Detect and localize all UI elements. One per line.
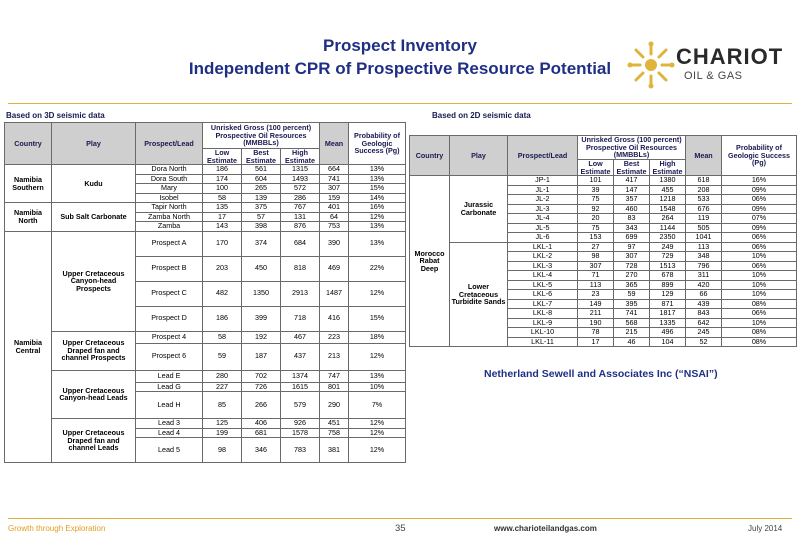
best-estimate: 83: [614, 214, 650, 224]
pg-value: 13%: [349, 231, 406, 256]
high-estimate: 876: [281, 222, 320, 232]
best-estimate: 46: [614, 337, 650, 347]
pg-value: 12%: [349, 419, 406, 429]
best-estimate: 357: [614, 195, 650, 205]
best-estimate: 604: [242, 174, 281, 184]
best-estimate: 728: [614, 261, 650, 271]
pg-value: 13%: [349, 222, 406, 232]
play-cell: Upper Cretaceous Canyon-head Leads: [52, 370, 136, 419]
prospect-name: LKL-7: [508, 299, 578, 309]
high-estimate: 579: [281, 392, 320, 419]
best-estimate: 568: [614, 318, 650, 328]
header-pg: Probability of Geologic Success (Pg): [722, 136, 797, 176]
high-estimate: 783: [281, 438, 320, 463]
high-estimate: 131: [281, 212, 320, 222]
high-estimate: 729: [650, 252, 686, 262]
header-high: High Estimate: [650, 160, 686, 176]
prospect-name: JL-5: [508, 223, 578, 233]
high-estimate: 286: [281, 193, 320, 203]
mean-value: 64: [320, 212, 349, 222]
high-estimate: 249: [650, 242, 686, 252]
prospect-name: Prospect 4: [136, 331, 203, 343]
mean-value: 390: [320, 231, 349, 256]
mean-value: 505: [686, 223, 722, 233]
high-estimate: 1315: [281, 165, 320, 175]
high-estimate: 1144: [650, 223, 686, 233]
low-estimate: 17: [203, 212, 242, 222]
pg-value: 12%: [349, 281, 406, 306]
mean-value: 664: [320, 165, 349, 175]
high-estimate: 1513: [650, 261, 686, 271]
best-estimate: 59: [614, 290, 650, 300]
mean-value: 290: [320, 392, 349, 419]
mean-value: 213: [320, 343, 349, 370]
mean-value: 676: [686, 204, 722, 214]
pg-value: 16%: [722, 176, 797, 186]
table-row: [5, 231, 406, 256]
pg-value: 13%: [349, 370, 406, 382]
pg-value: 12%: [349, 428, 406, 438]
play-cell: Upper Cretaceous Draped fan and channel Prospects: [52, 331, 136, 370]
best-estimate: 699: [614, 233, 650, 243]
low-estimate: 186: [203, 165, 242, 175]
prospect-name: Prospect C: [136, 281, 203, 306]
prospect-name: Lead H: [136, 392, 203, 419]
low-estimate: 190: [578, 318, 614, 328]
best-estimate: 215: [614, 328, 650, 338]
mean-value: 311: [686, 271, 722, 281]
mean-value: 245: [686, 328, 722, 338]
mean-value: 618: [686, 176, 722, 186]
high-estimate: 718: [281, 306, 320, 331]
high-estimate: 455: [650, 185, 686, 195]
prospect-name: JL-2: [508, 195, 578, 205]
header-country: Country: [410, 136, 450, 176]
high-estimate: 129: [650, 290, 686, 300]
high-estimate: 496: [650, 328, 686, 338]
header-mean: Mean: [320, 123, 349, 165]
best-estimate: 57: [242, 212, 281, 222]
header-resource-group: Unrisked Gross (100 percent) Prospective Oil Resources (MMBBLs): [578, 136, 686, 160]
mean-value: 843: [686, 309, 722, 319]
high-estimate: 1817: [650, 309, 686, 319]
pg-value: 10%: [349, 382, 406, 392]
high-estimate: 871: [650, 299, 686, 309]
low-estimate: 59: [203, 343, 242, 370]
pg-value: 14%: [349, 193, 406, 203]
prospect-name: Mary: [136, 184, 203, 194]
best-estimate: 450: [242, 256, 281, 281]
pg-value: 07%: [722, 214, 797, 224]
mean-value: 801: [320, 382, 349, 392]
best-estimate: 374: [242, 231, 281, 256]
pg-value: 10%: [722, 280, 797, 290]
footer-divider: [8, 518, 792, 519]
pg-value: 13%: [349, 174, 406, 184]
high-estimate: 1548: [650, 204, 686, 214]
mean-value: 753: [320, 222, 349, 232]
best-estimate: 97: [614, 242, 650, 252]
logo-wordmark: CHARIOT: [676, 44, 784, 69]
mean-value: 348: [686, 252, 722, 262]
low-estimate: 170: [203, 231, 242, 256]
mean-value: 796: [686, 261, 722, 271]
pg-value: 10%: [722, 271, 797, 281]
prospect-name: Zamba: [136, 222, 203, 232]
mean-value: 307: [320, 184, 349, 194]
best-estimate: 702: [242, 370, 281, 382]
pg-value: 16%: [349, 203, 406, 213]
high-estimate: 818: [281, 256, 320, 281]
best-estimate: 375: [242, 203, 281, 213]
prospect-name: JL-4: [508, 214, 578, 224]
section-label-2d: Based on 2D seismic data: [432, 111, 531, 120]
prospect-name: LKL-5: [508, 280, 578, 290]
prospect-name: JP-1: [508, 176, 578, 186]
best-estimate: 192: [242, 331, 281, 343]
header-best: Best Estimate: [242, 149, 281, 165]
best-estimate: 266: [242, 392, 281, 419]
low-estimate: 23: [578, 290, 614, 300]
play-cell: Sub Salt Carbonate: [52, 203, 136, 232]
prospect-name: JL-6: [508, 233, 578, 243]
low-estimate: 153: [578, 233, 614, 243]
mean-value: 113: [686, 242, 722, 252]
mean-value: 416: [320, 306, 349, 331]
prospect-name: LKL-8: [508, 309, 578, 319]
mean-value: 758: [320, 428, 349, 438]
play-cell: Kudu: [52, 165, 136, 203]
low-estimate: 125: [203, 419, 242, 429]
high-estimate: 1493: [281, 174, 320, 184]
pg-value: 13%: [349, 165, 406, 175]
best-estimate: 139: [242, 193, 281, 203]
low-estimate: 135: [203, 203, 242, 213]
low-estimate: 100: [203, 184, 242, 194]
low-estimate: 39: [578, 185, 614, 195]
best-estimate: 395: [614, 299, 650, 309]
mean-value: 451: [320, 419, 349, 429]
mean-value: 1487: [320, 281, 349, 306]
play-cell: Upper Cretaceous Draped fan and channel Leads: [52, 419, 136, 463]
sunburst-logo-icon: [626, 40, 676, 90]
mean-value: 66: [686, 290, 722, 300]
low-estimate: 58: [203, 331, 242, 343]
prospect-name: JL-3: [508, 204, 578, 214]
low-estimate: 211: [578, 309, 614, 319]
mean-value: 401: [320, 203, 349, 213]
prospect-name: LKL-4: [508, 271, 578, 281]
pg-value: 10%: [722, 290, 797, 300]
prospect-name: Lead 5: [136, 438, 203, 463]
mean-value: 1041: [686, 233, 722, 243]
pg-value: 12%: [349, 343, 406, 370]
pg-value: 06%: [722, 261, 797, 271]
table-row: [5, 165, 406, 175]
high-estimate: 264: [650, 214, 686, 224]
prospect-name: LKL-11: [508, 337, 578, 347]
pg-value: 08%: [722, 299, 797, 309]
best-estimate: 365: [614, 280, 650, 290]
mean-value: 52: [686, 337, 722, 347]
best-estimate: 417: [614, 176, 650, 186]
high-estimate: 1615: [281, 382, 320, 392]
resource-table-2d: [409, 135, 797, 347]
best-estimate: 1350: [242, 281, 281, 306]
low-estimate: 75: [578, 223, 614, 233]
best-estimate: 406: [242, 419, 281, 429]
high-estimate: 1335: [650, 318, 686, 328]
footer-tagline: Growth through Exploration: [8, 524, 106, 533]
section-label-3d: Based on 3D seismic data: [6, 111, 105, 120]
low-estimate: 113: [578, 280, 614, 290]
low-estimate: 17: [578, 337, 614, 347]
mean-value: 159: [320, 193, 349, 203]
pg-value: 22%: [349, 256, 406, 281]
mean-value: 223: [320, 331, 349, 343]
pg-value: 08%: [722, 328, 797, 338]
table-row: [5, 419, 406, 429]
high-estimate: 467: [281, 331, 320, 343]
high-estimate: 678: [650, 271, 686, 281]
table-row: [410, 176, 797, 186]
high-estimate: 572: [281, 184, 320, 194]
prospect-name: Tapir North: [136, 203, 203, 213]
prospect-name: LKL-10: [508, 328, 578, 338]
header-play: Play: [52, 123, 136, 165]
play-cell: Lower Cretaceous Turbidite Sands: [450, 242, 508, 347]
best-estimate: 187: [242, 343, 281, 370]
mean-value: 747: [320, 370, 349, 382]
pg-value: 15%: [349, 306, 406, 331]
page-subtitle: Independent CPR of Prospective Resource Potential: [188, 59, 612, 78]
low-estimate: 20: [578, 214, 614, 224]
best-estimate: 343: [614, 223, 650, 233]
high-estimate: 1218: [650, 195, 686, 205]
low-estimate: 186: [203, 306, 242, 331]
high-estimate: 1578: [281, 428, 320, 438]
prospect-name: Prospect 6: [136, 343, 203, 370]
pg-value: 06%: [722, 242, 797, 252]
header-resource-group: Unrisked Gross (100 percent) Prospective Oil Resources (MMBBLs): [203, 123, 320, 149]
mean-value: 533: [686, 195, 722, 205]
best-estimate: 147: [614, 185, 650, 195]
low-estimate: 149: [578, 299, 614, 309]
low-estimate: 482: [203, 281, 242, 306]
low-estimate: 280: [203, 370, 242, 382]
header-country: Country: [5, 123, 52, 165]
low-estimate: 27: [578, 242, 614, 252]
best-estimate: 307: [614, 252, 650, 262]
table-row: [5, 370, 406, 382]
company-logo: [626, 40, 796, 90]
header-divider: [8, 103, 792, 104]
pg-value: 12%: [349, 438, 406, 463]
header-low: Low Estimate: [578, 160, 614, 176]
country-cell: Namibia Southern: [5, 165, 52, 203]
low-estimate: 58: [203, 193, 242, 203]
best-estimate: 681: [242, 428, 281, 438]
pg-value: 10%: [722, 252, 797, 262]
resource-table-3d: [4, 122, 406, 463]
logo-subtext: OIL & GAS: [684, 70, 743, 82]
high-estimate: 104: [650, 337, 686, 347]
high-estimate: 926: [281, 419, 320, 429]
mean-value: 119: [686, 214, 722, 224]
mean-value: 208: [686, 185, 722, 195]
prospect-name: LKL-6: [508, 290, 578, 300]
pg-value: 09%: [722, 185, 797, 195]
low-estimate: 71: [578, 271, 614, 281]
pg-value: 08%: [722, 337, 797, 347]
low-estimate: 101: [578, 176, 614, 186]
low-estimate: 203: [203, 256, 242, 281]
best-estimate: 460: [614, 204, 650, 214]
nsai-credit: Netherland Sewell and Associates Inc (“NSAI”): [484, 368, 718, 380]
prospect-name: Lead 4: [136, 428, 203, 438]
prospect-name: LKL-3: [508, 261, 578, 271]
prospect-name: LKL-2: [508, 252, 578, 262]
low-estimate: 78: [578, 328, 614, 338]
country-cell: Namibia Central: [5, 231, 52, 463]
best-estimate: 726: [242, 382, 281, 392]
low-estimate: 199: [203, 428, 242, 438]
best-estimate: 561: [242, 165, 281, 175]
footer-date: July 2014: [748, 524, 783, 533]
country-cell: Morocco Rabat Deep: [410, 176, 450, 347]
low-estimate: 92: [578, 204, 614, 214]
prospect-name: Prospect A: [136, 231, 203, 256]
play-cell: Upper Cretaceous Canyon-head Prospects: [52, 231, 136, 331]
header-play: Play: [450, 136, 508, 176]
high-estimate: 437: [281, 343, 320, 370]
low-estimate: 227: [203, 382, 242, 392]
prospect-name: Dora South: [136, 174, 203, 184]
header-best: Best Estimate: [614, 160, 650, 176]
mean-value: 741: [320, 174, 349, 184]
play-cell: Jurassic Carbonate: [450, 176, 508, 243]
country-cell: Namibia North: [5, 203, 52, 232]
header-mean: Mean: [686, 136, 722, 176]
mean-value: 469: [320, 256, 349, 281]
prospect-name: Prospect D: [136, 306, 203, 331]
best-estimate: 270: [614, 271, 650, 281]
header-high: High Estimate: [281, 149, 320, 165]
low-estimate: 174: [203, 174, 242, 184]
best-estimate: 265: [242, 184, 281, 194]
header-pg: Probability of Geologic Success (Pg): [349, 123, 406, 165]
pg-value: 06%: [722, 233, 797, 243]
pg-value: 10%: [722, 318, 797, 328]
pg-value: 18%: [349, 331, 406, 343]
high-estimate: 899: [650, 280, 686, 290]
pg-value: 06%: [722, 195, 797, 205]
best-estimate: 398: [242, 222, 281, 232]
best-estimate: 399: [242, 306, 281, 331]
prospect-name: Lead 3: [136, 419, 203, 429]
high-estimate: 684: [281, 231, 320, 256]
prospect-name: Lead G: [136, 382, 203, 392]
high-estimate: 1380: [650, 176, 686, 186]
mean-value: 439: [686, 299, 722, 309]
best-estimate: 741: [614, 309, 650, 319]
pg-value: 06%: [722, 309, 797, 319]
page-title: Prospect Inventory: [323, 36, 477, 55]
header-prospect: Prospect/Lead: [508, 136, 578, 176]
prospect-name: LKL-9: [508, 318, 578, 328]
prospect-name: JL-1: [508, 185, 578, 195]
prospect-name: Zamba North: [136, 212, 203, 222]
mean-value: 381: [320, 438, 349, 463]
pg-value: 12%: [349, 212, 406, 222]
high-estimate: 2350: [650, 233, 686, 243]
page-number: 35: [395, 523, 406, 534]
table-row: [410, 242, 797, 252]
prospect-name: Isobel: [136, 193, 203, 203]
low-estimate: 98: [203, 438, 242, 463]
table-row: [5, 331, 406, 343]
header-low: Low Estimate: [203, 149, 242, 165]
header-prospect: Prospect/Lead: [136, 123, 203, 165]
high-estimate: 2913: [281, 281, 320, 306]
prospect-name: Dora North: [136, 165, 203, 175]
low-estimate: 143: [203, 222, 242, 232]
pg-value: 7%: [349, 392, 406, 419]
prospect-name: LKL-1: [508, 242, 578, 252]
low-estimate: 85: [203, 392, 242, 419]
mean-value: 420: [686, 280, 722, 290]
low-estimate: 75: [578, 195, 614, 205]
prospect-name: Prospect B: [136, 256, 203, 281]
high-estimate: 767: [281, 203, 320, 213]
pg-value: 09%: [722, 223, 797, 233]
low-estimate: 98: [578, 252, 614, 262]
pg-value: 09%: [722, 204, 797, 214]
prospect-name: Lead E: [136, 370, 203, 382]
table-row: [5, 203, 406, 213]
low-estimate: 307: [578, 261, 614, 271]
mean-value: 642: [686, 318, 722, 328]
high-estimate: 1374: [281, 370, 320, 382]
best-estimate: 346: [242, 438, 281, 463]
pg-value: 15%: [349, 184, 406, 194]
footer-url[interactable]: www.charioteilandgas.com: [494, 524, 597, 533]
